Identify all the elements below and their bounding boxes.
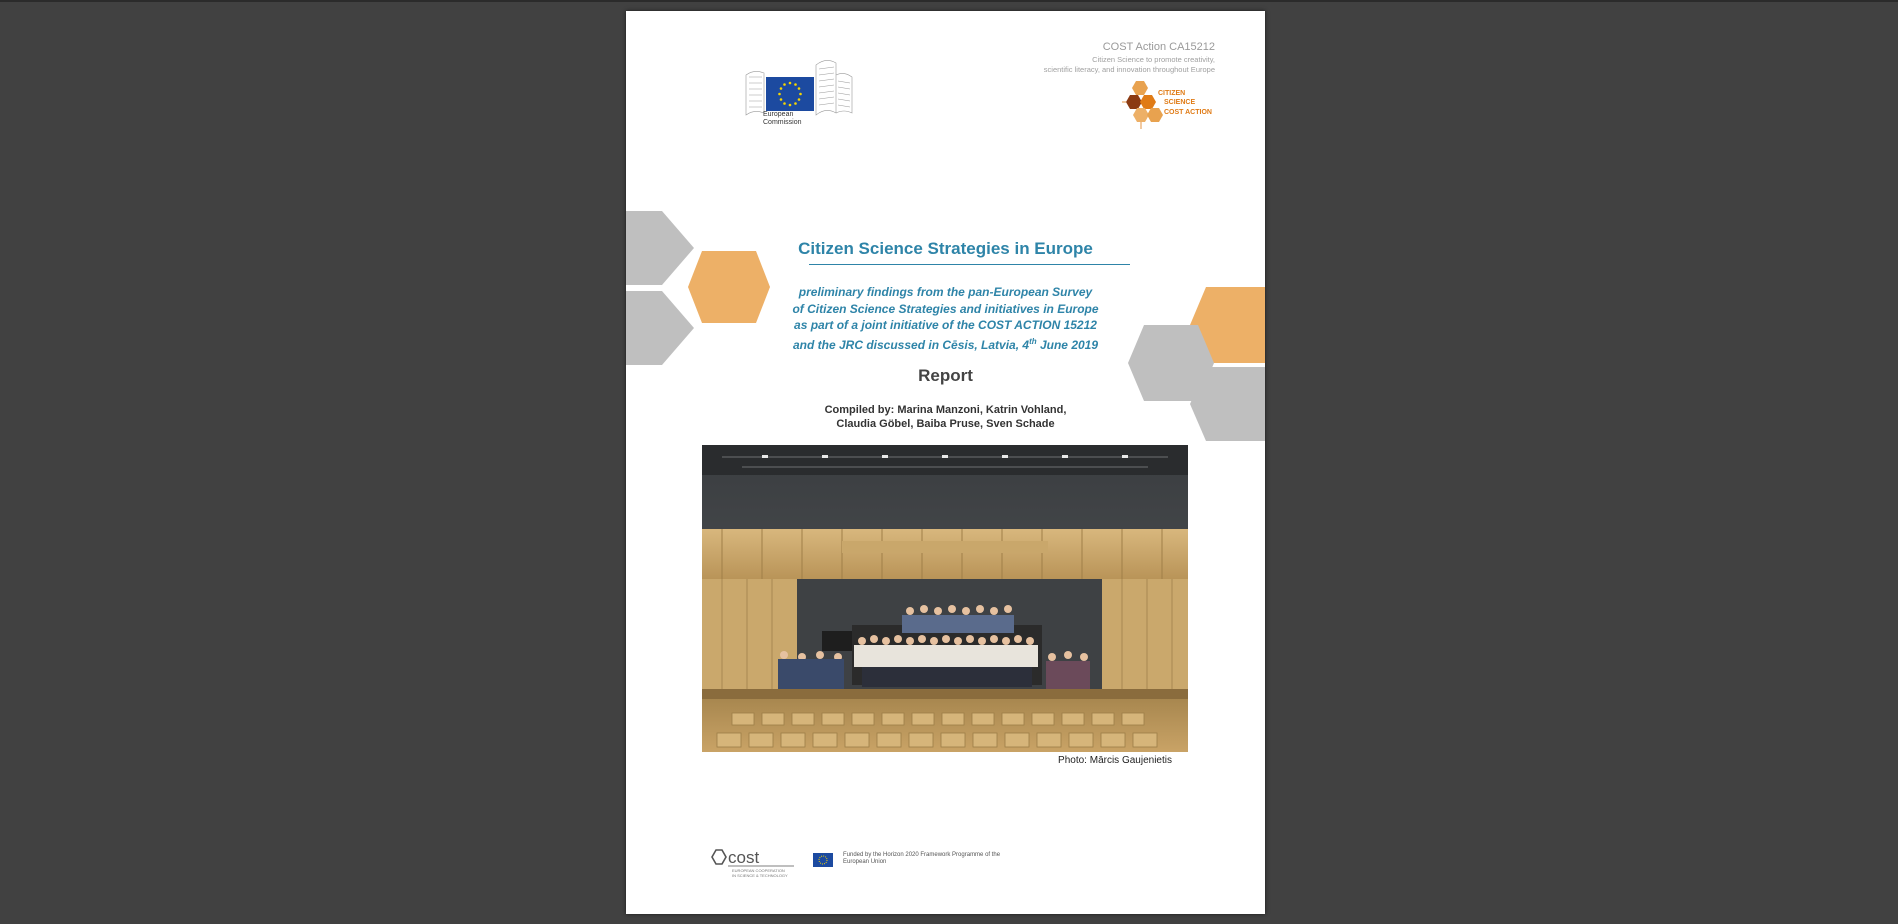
cost-sub-line-2: scientific literacy, and innovation throughout Europe — [1043, 65, 1215, 74]
subtitle-line-2: of Citizen Science Strategies and initiatives in Europe — [792, 301, 1099, 316]
citizen-science-logo — [1120, 75, 1220, 135]
compiled-by — [746, 403, 1145, 431]
subtitle-line-3: as part of a joint initiative of the COST ACTION 15212 — [794, 318, 1097, 332]
subtitle-line-4-text: and the JRC discussed in Cēsis, Latvia, 4 — [792, 337, 1030, 352]
cost-logo — [708, 847, 798, 881]
cs-logo-line-2: SCIENCE — [1164, 99, 1196, 106]
group-photo — [702, 445, 1188, 752]
cost-logo-sub-2: IN SCIENCE & TECHNOLOGY — [732, 873, 788, 878]
document-page[interactable] — [626, 11, 1265, 914]
cost-logo-sub-1: EUROPEAN COOPERATION — [732, 868, 785, 873]
funded-line-2: European Union — [843, 859, 887, 865]
photo-credit: Photo: Mārcis Gaujenietis — [1058, 755, 1172, 766]
document-title: Citizen Science Strategies in Europe — [798, 239, 1093, 258]
subtitle-date-suffix: th — [1029, 336, 1037, 346]
title-underline — [809, 264, 1130, 265]
cost-logo-text: cost — [728, 848, 760, 867]
funding-statement — [843, 852, 1013, 866]
subtitle-line-4-end: June 2019 — [1036, 337, 1099, 352]
funded-line-1: Funded by the Horizon 2020 Framework Programme of the — [843, 852, 1001, 858]
eu-flag-footer-icon — [813, 853, 833, 867]
cs-logo-line-3: COST ACTION — [1164, 109, 1212, 116]
subtitle-line-4 — [726, 334, 1165, 354]
eu-logo-caption — [763, 111, 823, 127]
report-label: Report — [918, 366, 973, 385]
compiled-line-1: Compiled by: Marina Manzoni, Katrin Vohland, — [824, 404, 1067, 416]
viewer-top-border — [0, 0, 1898, 2]
cost-sub-line-1: Citizen Science to promote creativity, — [1092, 55, 1215, 64]
eu-caption-line-2: Commission — [763, 119, 802, 126]
eu-caption-line-1: European — [763, 111, 794, 118]
document-subtitle — [726, 284, 1165, 353]
cost-action-subtitle — [975, 55, 1215, 75]
subtitle-line-1: preliminary findings from the pan-European Survey — [798, 285, 1093, 299]
cs-logo-line-1: CITIZEN — [1158, 90, 1186, 97]
cost-action-label: COST Action CA15212 — [1102, 41, 1215, 53]
compiled-line-2: Claudia Göbel, Baiba Pruse, Sven Schade — [836, 418, 1055, 430]
